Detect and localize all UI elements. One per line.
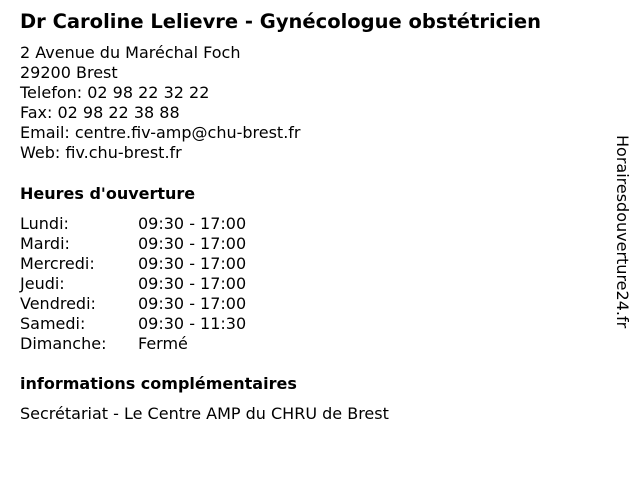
day-label: Jeudi: [20, 274, 65, 293]
email-address[interactable]: Email: centre.fiv-amp@chu-brest.fr [20, 123, 301, 142]
time-value: 09:30 - 17:00 [138, 274, 247, 293]
site-watermark: Horairesdouverture24.fr [613, 135, 632, 329]
additional-info-heading: informations complémentaires [20, 374, 297, 393]
day-label: Lundi: [20, 214, 69, 233]
time-value: 09:30 - 11:30 [138, 314, 247, 333]
phone-number[interactable]: Telefon: 02 98 22 32 22 [20, 83, 210, 102]
address-line-2: 29200 Brest [20, 63, 118, 82]
opening-hours-heading: Heures d'ouverture [20, 184, 196, 203]
time-value: 09:30 - 17:00 [138, 234, 247, 253]
day-label: Mercredi: [20, 254, 95, 273]
time-value: Fermé [138, 334, 188, 353]
contact-block [20, 43, 301, 163]
address-line-1: 2 Avenue du Maréchal Foch [20, 43, 241, 62]
time-value: 09:30 - 17:00 [138, 254, 247, 273]
website-link[interactable]: Web: fiv.chu-brest.fr [20, 143, 182, 162]
time-value: 09:30 - 17:00 [138, 294, 247, 313]
day-label: Vendredi: [20, 294, 96, 313]
page-title: Dr Caroline Lelievre - Gynécologue obstétricien [20, 10, 542, 33]
additional-info-text: Secrétariat - Le Centre AMP du CHRU de Brest [20, 404, 389, 423]
day-label: Samedi: [20, 314, 86, 333]
fax-number: Fax: 02 98 22 38 88 [20, 103, 180, 122]
day-label: Dimanche: [20, 334, 107, 353]
time-value: 09:30 - 17:00 [138, 214, 247, 233]
day-label: Mardi: [20, 234, 70, 253]
